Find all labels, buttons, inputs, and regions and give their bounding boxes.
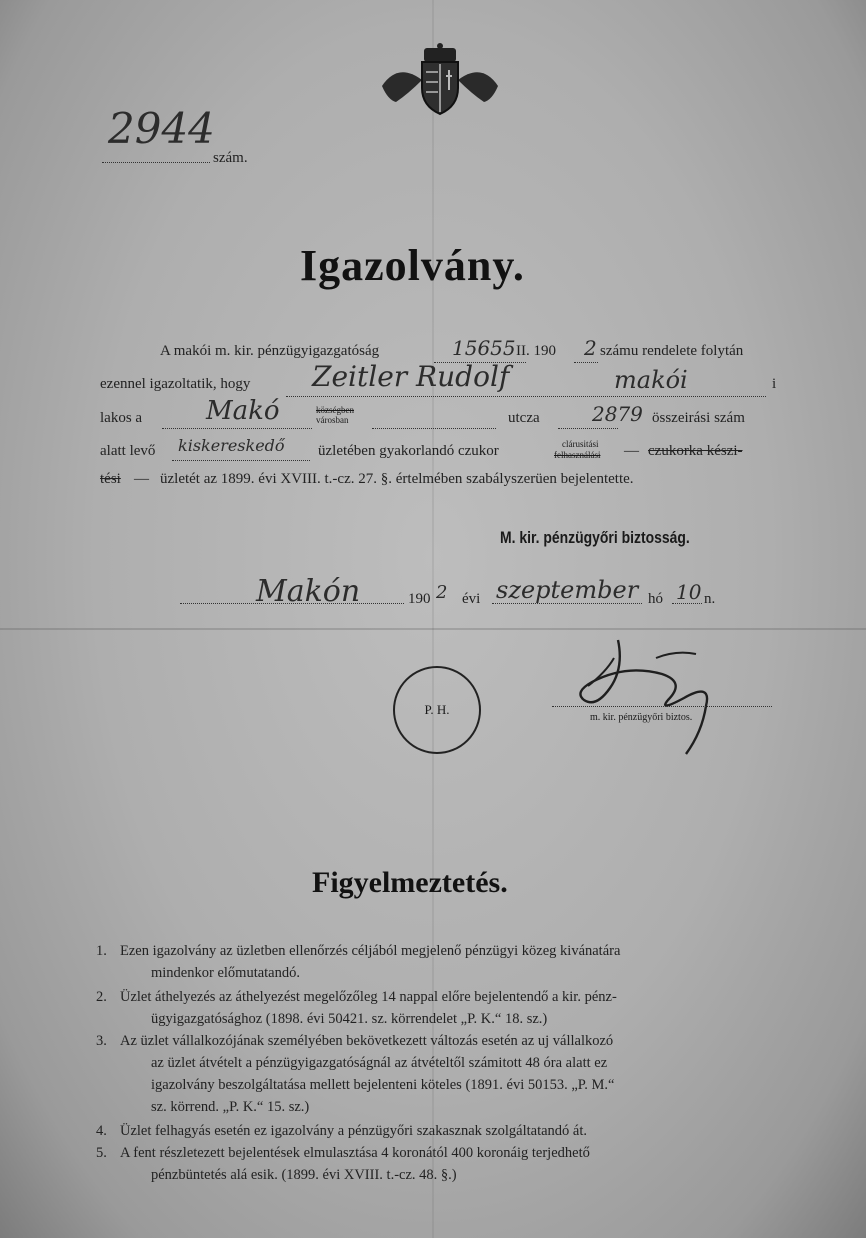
line1-prefix: A makói m. kir. pénzügyigazgatóság — [160, 343, 380, 359]
line3-suffix: összeirási szám — [652, 410, 745, 426]
stamp-label: P. H. — [424, 702, 450, 717]
notice-item-5: 5. A fent részletezett bejelentések elmulasztása 4 koronától 400 koronáig terjedhető pénzbüntetés alá esik. (1899. évi XVIII. t.-cz. 48. §.) — [96, 1145, 590, 1183]
notice-title: Figyelmeztetés. — [312, 866, 508, 899]
year-prefix: 190 — [408, 591, 431, 607]
holder-place: Makó — [206, 396, 280, 426]
shop-type: kiskereskedő — [178, 436, 285, 455]
signature-scribble-icon — [566, 628, 736, 758]
line1-mid: II. 190 — [516, 343, 556, 359]
issue-day: 10 — [676, 580, 702, 604]
notice-item-1: 1. Ezen igazolvány az üzletben ellenőrzés céljából megjelenő pénzügyi közeg kivánatára mindenkor előmutatandó. — [96, 943, 621, 981]
day-suffix: n. — [704, 591, 716, 607]
hungarian-coat-of-arms-icon — [378, 42, 502, 118]
option-varosban: városban — [316, 415, 349, 425]
line5-text: üzletét az 1899. évi XVIII. t.-cz. 27. §. értelmében szabályszerüen bejelentette. — [160, 471, 634, 487]
issue-year: 2 — [436, 582, 448, 603]
line4-mid: üzletében gyakorlandó czukor — [318, 443, 499, 459]
struck-czukorka: czukorka készi- — [648, 443, 743, 459]
document-title: Igazolvány. — [300, 241, 525, 290]
dash-2: — — [134, 471, 149, 487]
line4-prefix: alatt levő — [100, 443, 156, 459]
line3-prefix: lakos a — [100, 410, 143, 426]
holder-name: Zeitler Rudolf — [312, 360, 510, 393]
signature-text — [600, 680, 648, 694]
line2-suffix: i — [772, 376, 777, 392]
official-stamp-circle — [393, 666, 481, 754]
holder-residence: makói — [614, 366, 688, 394]
decree-number: 15655 — [452, 336, 516, 360]
house-number: 2879 — [592, 402, 643, 426]
decree-year: 2 — [584, 336, 597, 360]
option-clarusitasi: clárusitási — [562, 439, 599, 449]
notice-item-4: 4. Üzlet felhagyás esetén ez igazolvány a pénzügyőri szakasznak szolgáltatandó át. — [96, 1123, 588, 1139]
dash-1: — — [624, 443, 639, 459]
issue-month: szeptember — [496, 576, 639, 604]
line2-prefix: ezennel igazoltatik, hogy — [100, 376, 251, 392]
month-suffix: hó — [648, 591, 663, 607]
line1-suffix: számu rendelete folytán — [600, 343, 744, 359]
registration-number: 2944 — [108, 104, 215, 153]
street-label: utcza — [508, 410, 540, 426]
office-name: M. kir. pénzügyőri biztosság. — [500, 528, 690, 547]
notice-item-3: 3. Az üzlet vállalkozójának személyében bekövetkezett változás esetén az uj vállalkozó az üzlet átvételt a pénzügyigazgatóságnál az átvételtől számitott 48 óra alatt ez igazolvány beszolgáltatása mellett bejelenteni köteles (1891. évi 50153. „P. M.“ sz. körrend. „P. K.“ 15. sz.) — [96, 1033, 615, 1115]
number-dotted-line — [102, 162, 210, 163]
notice-item-2: 2. Üzlet áthelyezés az áthelyezést megelőzőleg 14 nappal előre bejelentendő a kir. pénz- ügyigazgatósághoz (1898. évi 50421. sz. körrendelet „P. K.“ 18. sz.) — [96, 989, 617, 1027]
option-kozsegben: községben — [316, 405, 354, 415]
signature-title: m. kir. pénzügyőri biztos. — [590, 712, 693, 723]
year-suffix: évi — [462, 591, 481, 607]
option-felhasznalasi: felhasználási — [554, 450, 601, 460]
struck-tesi: tési — [100, 471, 121, 487]
number-label: szám. — [213, 150, 248, 166]
issue-place: Makón — [256, 574, 361, 609]
